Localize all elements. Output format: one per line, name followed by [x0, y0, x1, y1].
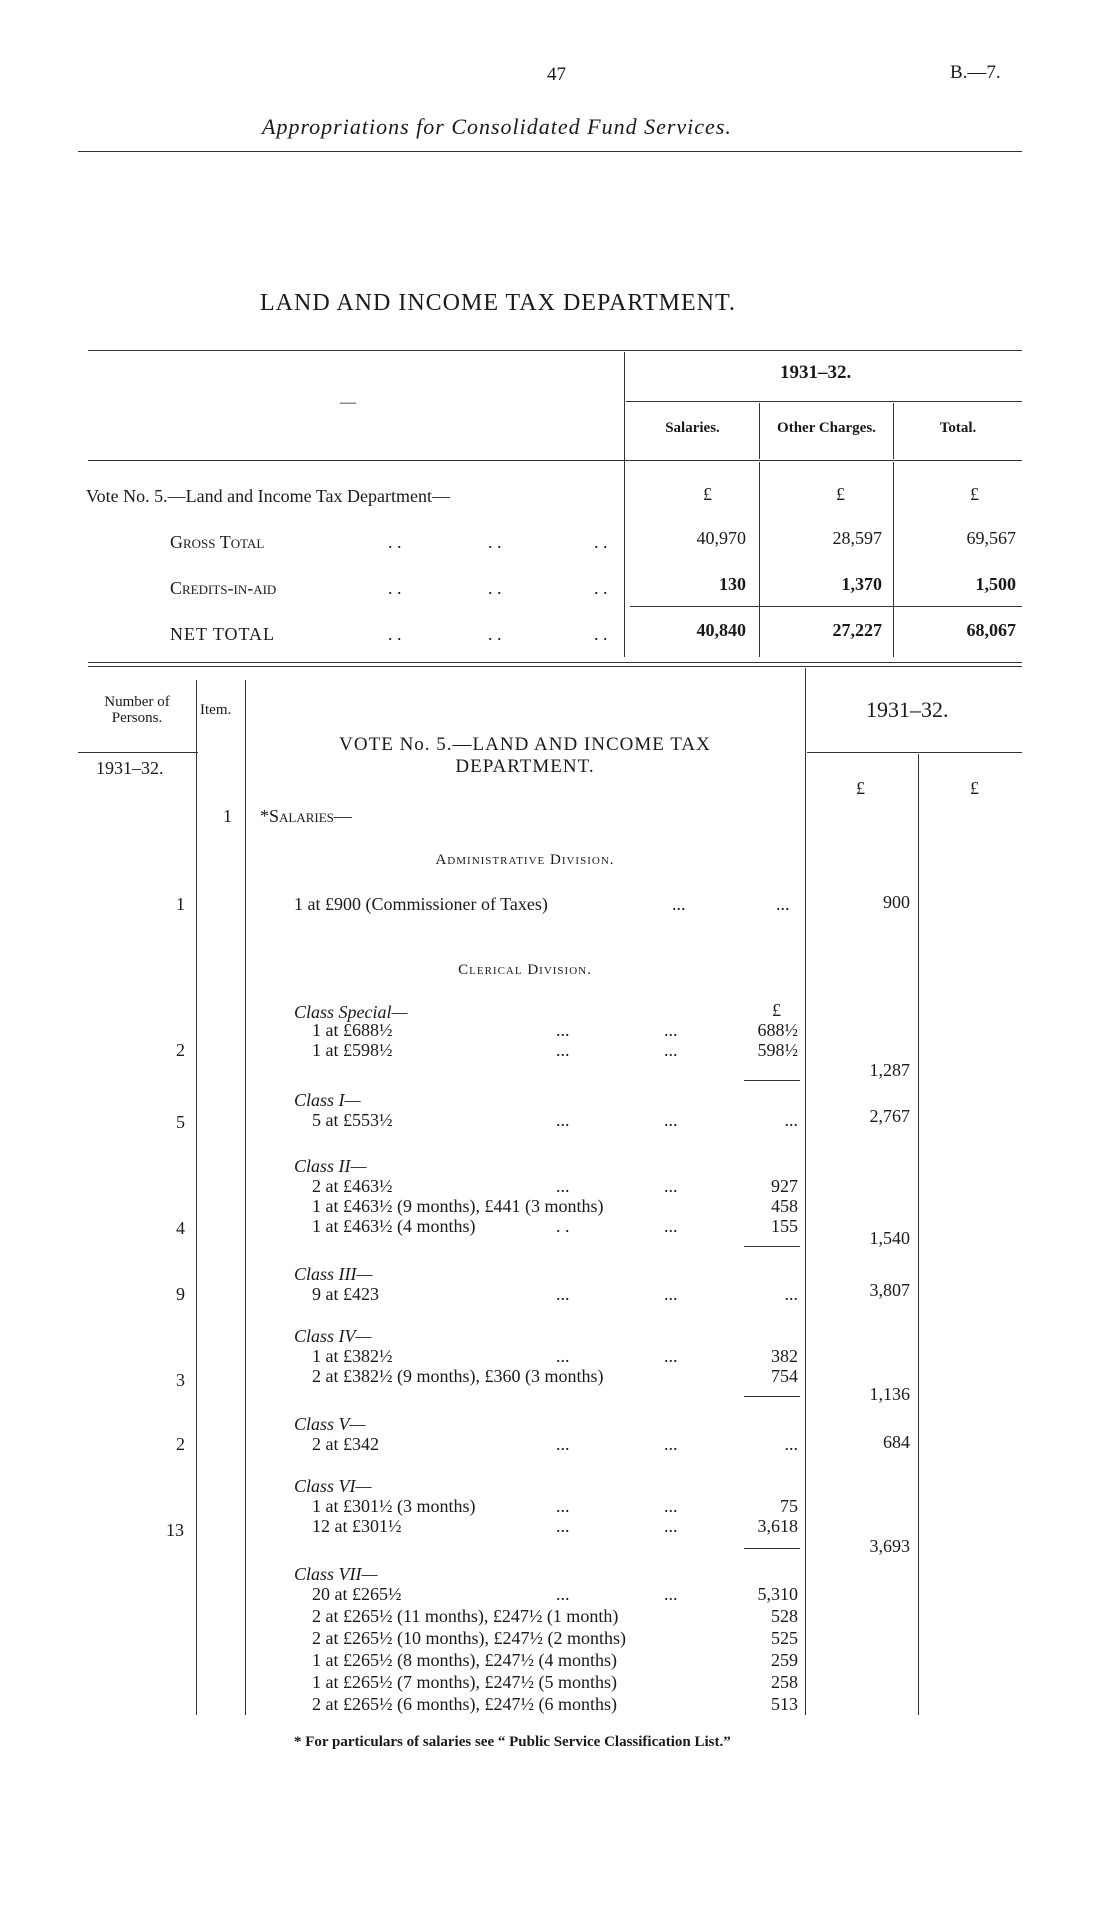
leader-dots: . .: [594, 578, 608, 598]
class-line: 9 at £423: [312, 1284, 379, 1304]
net-total: 68,067: [966, 620, 1016, 640]
line-amount: ...: [784, 1284, 798, 1304]
leader-dots: ...: [556, 1584, 570, 1604]
line-amount: 598½: [757, 1040, 798, 1060]
currency-symbol: £: [772, 1000, 781, 1020]
leader-dots: ...: [556, 1040, 570, 1060]
line-amount: 3,618: [757, 1516, 798, 1536]
leader-dots: . .: [488, 624, 502, 644]
class-line: 12 at £301½: [312, 1516, 402, 1536]
currency-symbol: £: [836, 484, 845, 504]
detail-year-left: 1931–32.: [96, 758, 164, 778]
gross-other: 28,597: [832, 528, 882, 548]
row-label-credits-in-aid: Credits-in-aid: [170, 578, 277, 598]
line-amount: 155: [771, 1216, 798, 1236]
class-total: 2,767: [869, 1106, 910, 1126]
item-number: 1: [223, 806, 232, 826]
class-line: 1 at £463½ (4 months): [312, 1216, 476, 1236]
class-total: 3,807: [869, 1280, 910, 1300]
class-line: 20 at £265½: [312, 1584, 402, 1604]
summary-dash: —: [340, 394, 356, 411]
leader-dots: ...: [672, 894, 686, 914]
currency-symbol: £: [970, 778, 979, 798]
persons-count: 3: [176, 1370, 185, 1390]
line-amount: 754: [771, 1366, 798, 1386]
leader-dots: ...: [556, 1284, 570, 1304]
leader-dots: . .: [594, 532, 608, 552]
leader-dots: ...: [556, 1516, 570, 1536]
leader-dots: ...: [664, 1040, 678, 1060]
leader-dots: ...: [556, 1434, 570, 1454]
class-line: 2 at £265½ (11 months), £247½ (1 month): [312, 1606, 619, 1626]
column-total: Total.: [939, 420, 977, 436]
summary-year: 1931–32.: [780, 362, 852, 383]
class-line: 2 at £382½ (9 months), £360 (3 months): [312, 1366, 604, 1386]
credits-other: 1,370: [841, 574, 882, 594]
class-name: Class VI—: [294, 1476, 372, 1496]
class-total: 3,693: [869, 1536, 910, 1556]
line-amount: 75: [780, 1496, 798, 1516]
leader-dots: ...: [556, 1346, 570, 1366]
vote-title: VOTE No. 5.—LAND AND INCOME TAX: [339, 734, 711, 755]
line-amount: 5,310: [757, 1584, 798, 1604]
class-line: 1 at £301½ (3 months): [312, 1496, 476, 1516]
credits-salaries: 130: [719, 574, 746, 594]
class-line: 1 at £688½: [312, 1020, 393, 1040]
leader-dots: ...: [664, 1110, 678, 1130]
line-amount: 513: [771, 1694, 798, 1714]
leader-dots: ...: [776, 894, 790, 914]
class-line: 1 at £463½ (9 months), £441 (3 months): [312, 1196, 604, 1216]
leader-dots: ...: [664, 1176, 678, 1196]
class-total: 684: [883, 1432, 910, 1452]
class-total: 1,540: [869, 1228, 910, 1248]
line-amount: 258: [771, 1672, 798, 1692]
line-amount: ...: [784, 1110, 798, 1130]
class-line: 2 at £342: [312, 1434, 379, 1454]
leader-dots: . .: [594, 624, 608, 644]
admin-amount: 900: [883, 892, 910, 912]
leader-dots: ...: [664, 1584, 678, 1604]
column-number-of-persons: Number of Persons.: [104, 694, 170, 726]
detail-year-right: 1931–32.: [866, 697, 949, 722]
class-total: 1,287: [869, 1060, 910, 1080]
persons-count: 4: [176, 1218, 185, 1238]
leader-dots: ...: [664, 1216, 678, 1236]
line-amount: 528: [771, 1606, 798, 1626]
class-name: Class I—: [294, 1090, 361, 1110]
column-item: Item.: [200, 702, 232, 718]
persons-count: 1: [176, 894, 185, 914]
class-line: 2 at £463½: [312, 1176, 393, 1196]
leader-dots: ...: [556, 1176, 570, 1196]
leader-dots: ...: [556, 1020, 570, 1040]
leader-dots: ...: [664, 1434, 678, 1454]
leader-dots: ...: [664, 1284, 678, 1304]
summary-vote-label: Vote No. 5.—Land and Income Tax Department—: [86, 486, 450, 506]
currency-symbol: £: [856, 778, 865, 798]
class-line: 2 at £265½ (6 months), £247½ (6 months): [312, 1694, 617, 1714]
leader-dots: . .: [388, 532, 402, 552]
line-amount: ...: [784, 1434, 798, 1454]
line-amount: 458: [771, 1196, 798, 1216]
column-salaries: Salaries.: [665, 420, 720, 436]
credits-total: 1,500: [975, 574, 1016, 594]
page-number: 47: [547, 64, 566, 85]
class-name: Class IV—: [294, 1326, 372, 1346]
leader-dots: ...: [664, 1020, 678, 1040]
column-other-charges: Other Charges.: [777, 420, 876, 436]
line-amount: 688½: [757, 1020, 798, 1040]
row-label-net-total: NET TOTAL: [170, 624, 276, 644]
clerical-division-heading: Clerical Division.: [458, 962, 592, 978]
document-reference: B.—7.: [950, 62, 1001, 83]
line-amount: 525: [771, 1628, 798, 1648]
salaries-heading: *Salaries—: [260, 806, 352, 826]
class-line: 2 at £265½ (10 months), £247½ (2 months): [312, 1628, 626, 1648]
line-amount: 259: [771, 1650, 798, 1670]
row-label-gross-total: Gross Total: [170, 532, 265, 552]
persons-count: 2: [176, 1040, 185, 1060]
class-line: 1 at £265½ (8 months), £247½ (4 months): [312, 1650, 617, 1670]
class-line: 1 at £265½ (7 months), £247½ (5 months): [312, 1672, 617, 1692]
class-name: Class III—: [294, 1264, 373, 1284]
gross-total: 69,567: [966, 528, 1016, 548]
line-amount: 382: [771, 1346, 798, 1366]
class-line: 1 at £598½: [312, 1040, 393, 1060]
header-rule: [78, 151, 1022, 152]
currency-symbol: £: [970, 484, 979, 504]
leader-dots: . .: [556, 1216, 570, 1236]
net-other: 27,227: [832, 620, 882, 640]
class-name: Class Special—: [294, 1002, 408, 1022]
leader-dots: . .: [488, 532, 502, 552]
line-amount: 927: [771, 1176, 798, 1196]
persons-count: 5: [176, 1112, 185, 1132]
leader-dots: . .: [488, 578, 502, 598]
persons-count: 13: [166, 1520, 184, 1540]
leader-dots: . .: [388, 624, 402, 644]
persons-count: 2: [176, 1434, 185, 1454]
leader-dots: ...: [664, 1346, 678, 1366]
leader-dots: . .: [388, 578, 402, 598]
leader-dots: ...: [556, 1496, 570, 1516]
leader-dots: ...: [664, 1496, 678, 1516]
class-line: 5 at £553½: [312, 1110, 393, 1130]
leader-dots: ...: [664, 1516, 678, 1536]
vote-title-continued: DEPARTMENT.: [455, 756, 595, 777]
gross-salaries: 40,970: [696, 528, 746, 548]
net-salaries: 40,840: [696, 620, 746, 640]
administrative-division-heading: Administrative Division.: [435, 852, 615, 868]
page-subtitle: Appropriations for Consolidated Fund Services.: [262, 114, 732, 139]
class-name: Class II—: [294, 1156, 367, 1176]
class-line: 1 at £382½: [312, 1346, 393, 1366]
department-title: LAND AND INCOME TAX DEPARTMENT.: [260, 290, 736, 316]
currency-symbol: £: [703, 484, 712, 504]
leader-dots: ...: [556, 1110, 570, 1130]
admin-line: 1 at £900 (Commissioner of Taxes): [294, 894, 548, 914]
persons-count: 9: [176, 1284, 185, 1304]
class-total: 1,136: [869, 1384, 910, 1404]
footnote: * For particulars of salaries see “ Public Service Classification List.”: [294, 1734, 731, 1750]
class-name: Class VII—: [294, 1564, 378, 1584]
class-name: Class V—: [294, 1414, 366, 1434]
